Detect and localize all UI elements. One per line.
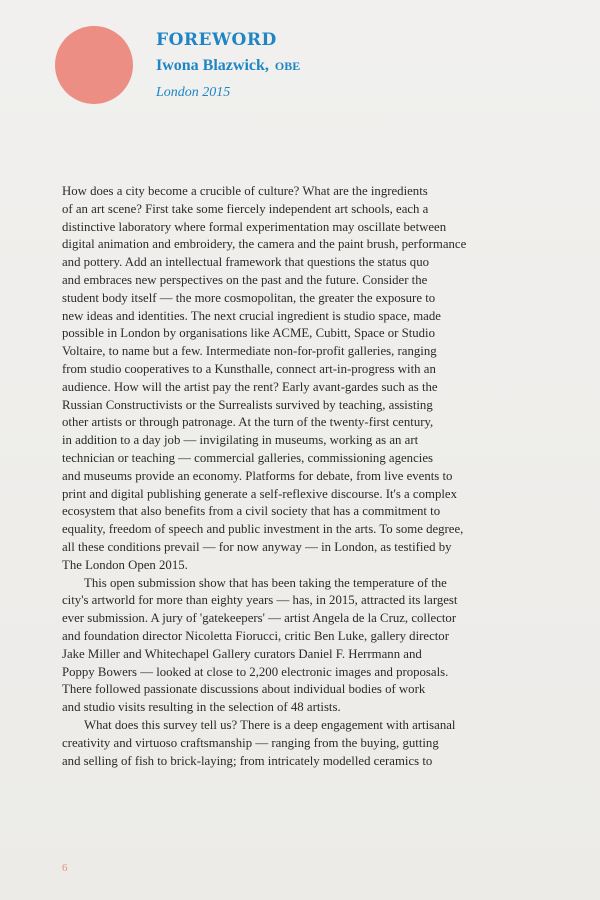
body-line: How does a city become a crucible of culture? What are the ingredients [62, 184, 428, 198]
body-line: other artists or through patronage. At the turn of the twenty-first century, [62, 415, 434, 430]
body-line: ecosystem that also benefits from a civil society that has a commitment to [62, 504, 441, 519]
body-line: and foundation director Nicoletta Fiorucci, critic Ben Luke, gallery director [62, 628, 449, 643]
body-line: Voltaire, to name but a few. Intermediate non-for-profit galleries, ranging [62, 344, 437, 359]
body-line: possible in London by organisations like ACME, Cubitt, Space or Studio [62, 326, 435, 341]
body-line: student body itself — the more cosmopolitan, the greater the exposure to [62, 290, 436, 305]
author-name: Iwona Blazwick, [156, 57, 269, 74]
body-line: audience. How will the artist pay the rent? Early avant-gardes such as the [62, 379, 438, 394]
body-line: This open submission show that has been taking the temperature of the [84, 575, 447, 590]
body-line: Poppy Bowers — looked at close to 2,200 electronic images and proposals. [62, 664, 449, 679]
body-line: ever submission. A jury of 'gatekeepers' — artist Angela de la Cruz, collector [62, 611, 457, 626]
body-line: Russian Constructivists or the Surrealists survived by teaching, assisting [62, 397, 433, 412]
body-line: distinctive laboratory where formal experimentation may oscillate between [62, 219, 447, 234]
body-line: creativity and virtuoso craftsmanship — ranging from the buying, gutting [62, 735, 439, 750]
place-date: London 2015 [156, 85, 231, 100]
body-line: and studio visits resulting in the selection of 48 artists. [62, 700, 341, 715]
body-line: all these conditions prevail — for now anyway — in London, as testified by [62, 539, 452, 554]
body-line: What does this survey tell us? There is a deep engagement with artisanal [84, 717, 456, 732]
foreword-header [156, 28, 300, 106]
body-line: digital animation and embroidery, the camera and the paint brush, performance [62, 237, 467, 252]
body-line: and embraces new perspectives on the past and the future. Consider the [62, 272, 428, 287]
body-line: and museums provide an economy. Platforms for debate, from live events to [62, 468, 453, 483]
body-line: in addition to a day job — invigilating in museums, working as an art [62, 433, 419, 448]
body-line: There followed passionate discussions about individual bodies of work [62, 682, 426, 697]
body-line: new ideas and identities. The next crucial ingredient is studio space, made [62, 308, 441, 323]
body-line: Jake Miller and Whitechapel Gallery curators Daniel F. Herrmann and [62, 646, 422, 661]
body-line: of an art scene? First take some fiercely independent art schools, each a [62, 201, 429, 216]
page-number: 6 [62, 862, 68, 874]
body-line: equality, freedom of speech and public investment in the arts. To some degree, [62, 522, 464, 537]
foreword-body [62, 183, 522, 770]
body-line: technician or teaching — commercial galleries, commissioning agencies [62, 450, 433, 465]
decorative-circle [55, 26, 133, 104]
body-line: and selling of fish to brick-laying; from intricately modelled ceramics to [62, 753, 433, 768]
body-line: from studio cooperatives to a Kunsthalle, connect art-in-progress with an [62, 361, 436, 376]
body-line: The London Open 2015. [62, 557, 188, 572]
body-line: and pottery. Add an intellectual framework that questions the status quo [62, 255, 429, 270]
author-honorific: OBE [274, 59, 301, 73]
body-line: print and digital publishing generate a self-reflexive discourse. It's a complex [62, 486, 457, 501]
page-title: FOREWORD [156, 30, 277, 50]
body-line: city's artworld for more than eighty years — has, in 2015, attracted its largest [62, 593, 458, 608]
author-line [156, 52, 300, 80]
